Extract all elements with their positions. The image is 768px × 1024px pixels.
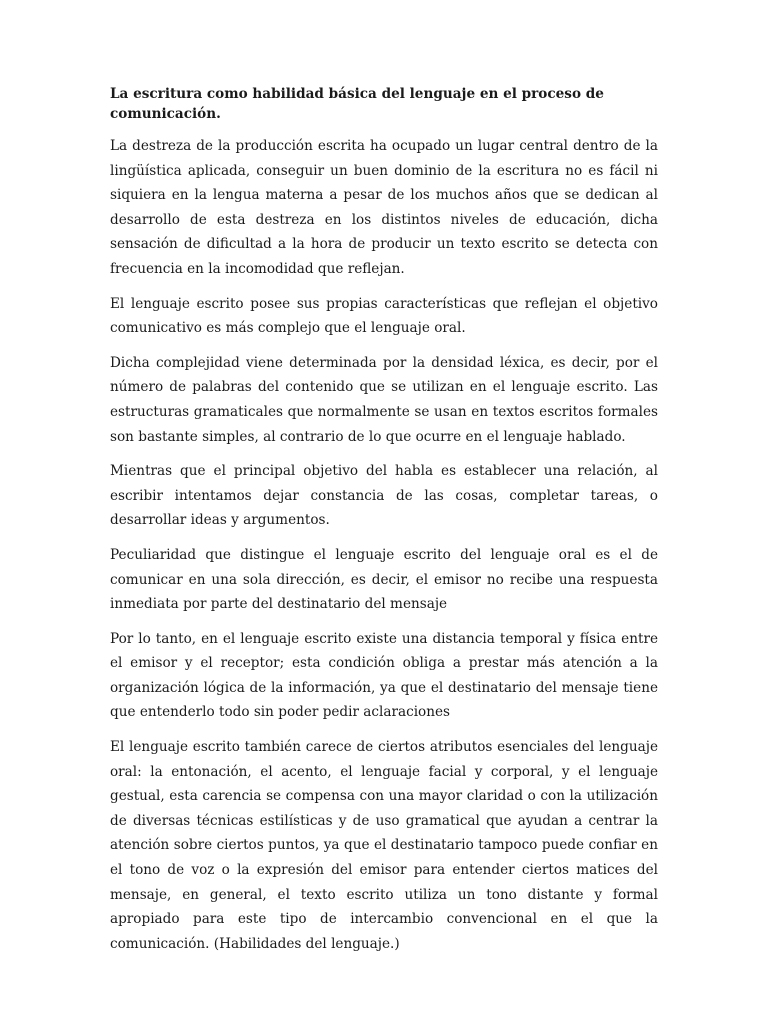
paragraph-1: La destreza de la producción escrita ha ocupado un lugar central dentro de la lingüística aplicada, conseguir un buen dominio de la escritura no es fácil ni siquiera en la lengua materna a pesar de los muchos años que se dedican al desarrollo de esta destreza en los distintos niveles de educación, dicha sensación de dificultad a la hora de producir un texto escrito se detecta con frecuencia en la incomodidad que reflejan. [110, 138, 658, 277]
document-title: La escritura como habilidad básica del lenguaje en el proceso de comunicación. [110, 86, 604, 122]
paragraph-4: Mientras que el principal objetivo del habla es establecer una relación, al escribir intentamos dejar constancia de las cosas, completar tareas, o desarrollar ideas y argumentos. [110, 463, 658, 529]
paragraph-6: Por lo tanto, en el lenguaje escrito existe una distancia temporal y física entre el emisor y el receptor; esta condición obliga a prestar más atención a la organización lógica de la información, ya que el destinatario del mensaje tiene que entenderlo todo sin poder pedir aclaraciones [110, 630, 658, 721]
document-page [110, 84, 658, 966]
paragraph-7: El lenguaje escrito también carece de ciertos atributos esenciales del lenguaje oral: la entonación, el acento, el lenguaje facial y corporal, y el lenguaje gestual, esta carencia se compensa con una mayor claridad o con la utilización de diversas técnicas estilísticas y de uso gramatical que ayudan a centrar la atención sobre ciertos puntos, ya que el destinatario tampoco puede confiar en el tono de voz o la expresión del emisor para entender ciertos matices del mensaje, en general, el texto escrito utiliza un tono distante y formal apropiado para este tipo de intercambio convencional en el que la comunicación. (Habilidades del lenguaje.) [110, 739, 658, 952]
paragraph-2: El lenguaje escrito posee sus propias características que reflejan el objetivo comunicativo es más complejo que el lenguaje oral. [110, 295, 658, 337]
paragraph-3: Dicha complejidad viene determinada por la densidad léxica, es decir, por el número de palabras del contenido que se utilizan en el lenguaje escrito. Las estructuras gramaticales que normalmente se usan en textos escritos formales son bastante simples, al contrario de lo que ocurre en el lenguaje hablado. [110, 354, 658, 445]
paragraph-5: Peculiaridad que distingue el lenguaje escrito del lenguaje oral es el de comunicar en una sola dirección, es decir, el emisor no recibe una respuesta inmediata por parte del destinatario del mensaje [110, 546, 658, 613]
